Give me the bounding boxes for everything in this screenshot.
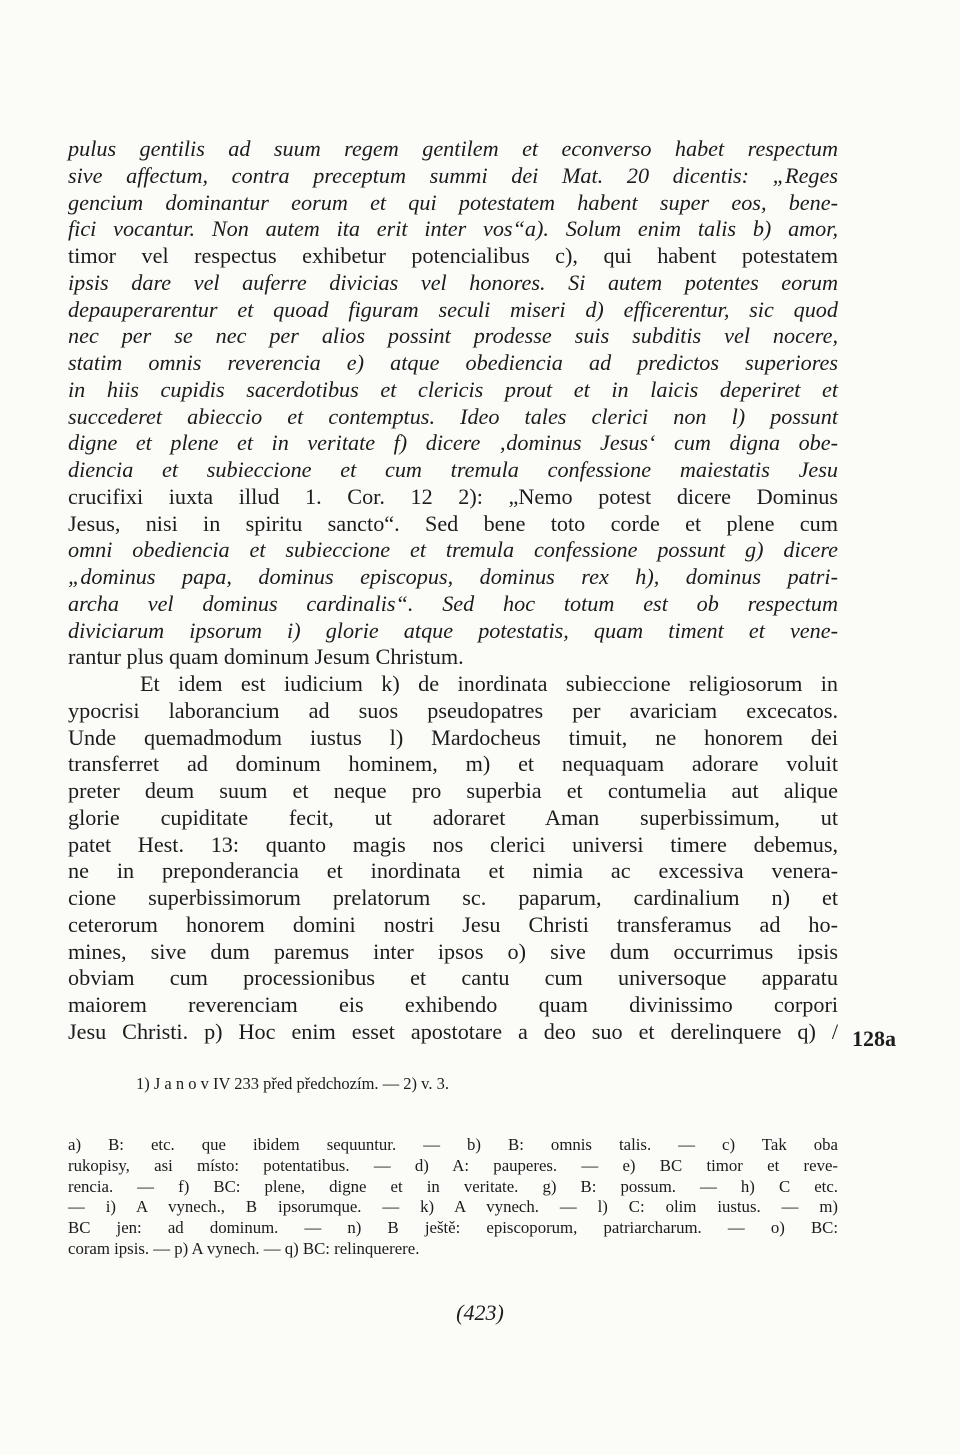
text-line: ypocrisi laborancium ad suos pseudopatres per avariciam excecatos. [68, 697, 838, 723]
text-line: ne in preponderancia et inordinata et nimia ac excessiva venera- [68, 858, 838, 884]
footnote-line: rukopisy, asi místo: potentatibus. — d) A: pauperes. — e) BC timor et reve- [68, 1155, 838, 1175]
text-line: fici vocantur. Non autem ita erit inter vos“a). Solum enim talis b) amor, [68, 216, 838, 242]
text-line: timor vel respectus exhibetur potencialibus c), qui habent potestatem [68, 243, 838, 268]
footnote-line: coram ipsis. — p) A vynech. — q) BC: relinquerere. [68, 1238, 420, 1258]
page-number: (423) [456, 1300, 504, 1325]
footnotes-apparatus [68, 1135, 838, 1260]
text-line: diencia et subieccione et cum tremula confessione maiestatis Jesu [68, 457, 838, 482]
footnote-line: rencia. — f) BC: plene, digne et in veritate. g) B: possum. — h) C etc. [68, 1176, 838, 1196]
margin-folio-number: 128a [852, 1026, 896, 1051]
text-line: rantur plus quam dominum Jesum Christum. [68, 644, 464, 670]
text-line: mines, sive dum paremus inter ipsos o) sive dum occurrimus ipsis [68, 938, 838, 964]
text-line: statim omnis reverencia e) atque obediencia ad predictos superiores [68, 350, 838, 375]
text-line: crucifixi iuxta illud 1. Cor. 12 2): „Nemo potest dicere Dominus [68, 483, 838, 509]
footnote-line: BC jen: ad dominum. — n) B ještě: episcoporum, patriarcharum. — o) BC: [68, 1218, 838, 1238]
text-line: maiorem reverenciam eis exhibendo quam divinissimo corpori [68, 992, 838, 1017]
text-line: digne et plene et in veritate f) dicere ‚dominus Jesus‘ cum digna obe- [68, 430, 838, 456]
text-line: ceterorum honorem domini nostri Jesu Christi transferamus ad ho- [68, 911, 838, 937]
text-line: pulus gentilis ad suum regem gentilem et econverso habet respectum [68, 136, 838, 161]
text-line: glorie cupiditate fecit, ut adoraret Aman superbissimum, ut [68, 804, 838, 830]
text-line: Jesu Christi. p) Hoc enim esset apostotare a deo suo et derelinquere q) / [68, 1018, 838, 1044]
main-text [68, 136, 838, 1046]
text-line: obviam cum processionibus et cantu cum universoque apparatu [68, 965, 838, 991]
text-line: omni obediencia et subieccione et tremula confessione possunt g) dicere [68, 537, 838, 563]
footnote-line: a) B: etc. que ibidem sequuntur. — b) B: omnis talis. — c) Tak oba [68, 1135, 838, 1154]
text-line: nec per se nec per alios possint prodesse suis subditis vel nocere, [68, 323, 838, 349]
text-line: archa vel dominus cardinalis“. Sed hoc totum est ob respectum [68, 590, 838, 616]
text-line: Et idem est iudicium k) de inordinata subieccione religiosorum in [140, 671, 838, 696]
footnote-line: — i) A vynech., B ipsorumque. — k) A vynech. — l) C: olim iustus. — m) [68, 1197, 838, 1217]
footnotes-primary [136, 1073, 656, 1095]
text-line: Unde quemadmodum iustus l) Mardocheus timuit, ne honorem dei [68, 724, 838, 750]
text-line: patet Hest. 13: quanto magis nos clerici universi timere debemus, [68, 831, 838, 857]
text-line: Jesus, nisi in spiritu sancto“. Sed bene toto corde et plene cum [68, 510, 838, 536]
text-line: preter deum suum et neque pro superbia et contumelia aut alique [68, 778, 838, 803]
text-line: ipsis dare vel auferre divicias vel honores. Si autem potentes eorum [68, 269, 838, 295]
text-line: „dominus papa, dominus episcopus, dominus rex h), dominus patri- [68, 564, 838, 589]
text-line: diviciarum ipsorum i) glorie atque potestatis, quam timent et vene- [68, 617, 838, 643]
text-line: depauperarentur et quoad figuram seculi miseri d) efficerentur, sic quod [68, 296, 838, 322]
footnote-line: 1) J a n o v IV 233 před předchozím. — 2) v. 3. [136, 1074, 449, 1093]
text-line: sive affectum, contra preceptum summi dei Mat. 20 dicentis: „Reges [68, 162, 838, 188]
text-line: succederet abieccio et contemptus. Ideo tales clerici non l) possunt [68, 403, 838, 429]
text-line: gencium dominantur eorum et qui potestatem habent super eos, bene- [68, 189, 838, 215]
text-line: transferret ad dominum hominem, m) et nequaquam adorare voluit [68, 751, 838, 777]
text-line: cione superbissimorum prelatorum sc. paparum, cardinalium n) et [68, 885, 838, 910]
text-line: in hiis cupidis sacerdotibus et clericis prout et in laicis deperiret et [68, 376, 838, 402]
